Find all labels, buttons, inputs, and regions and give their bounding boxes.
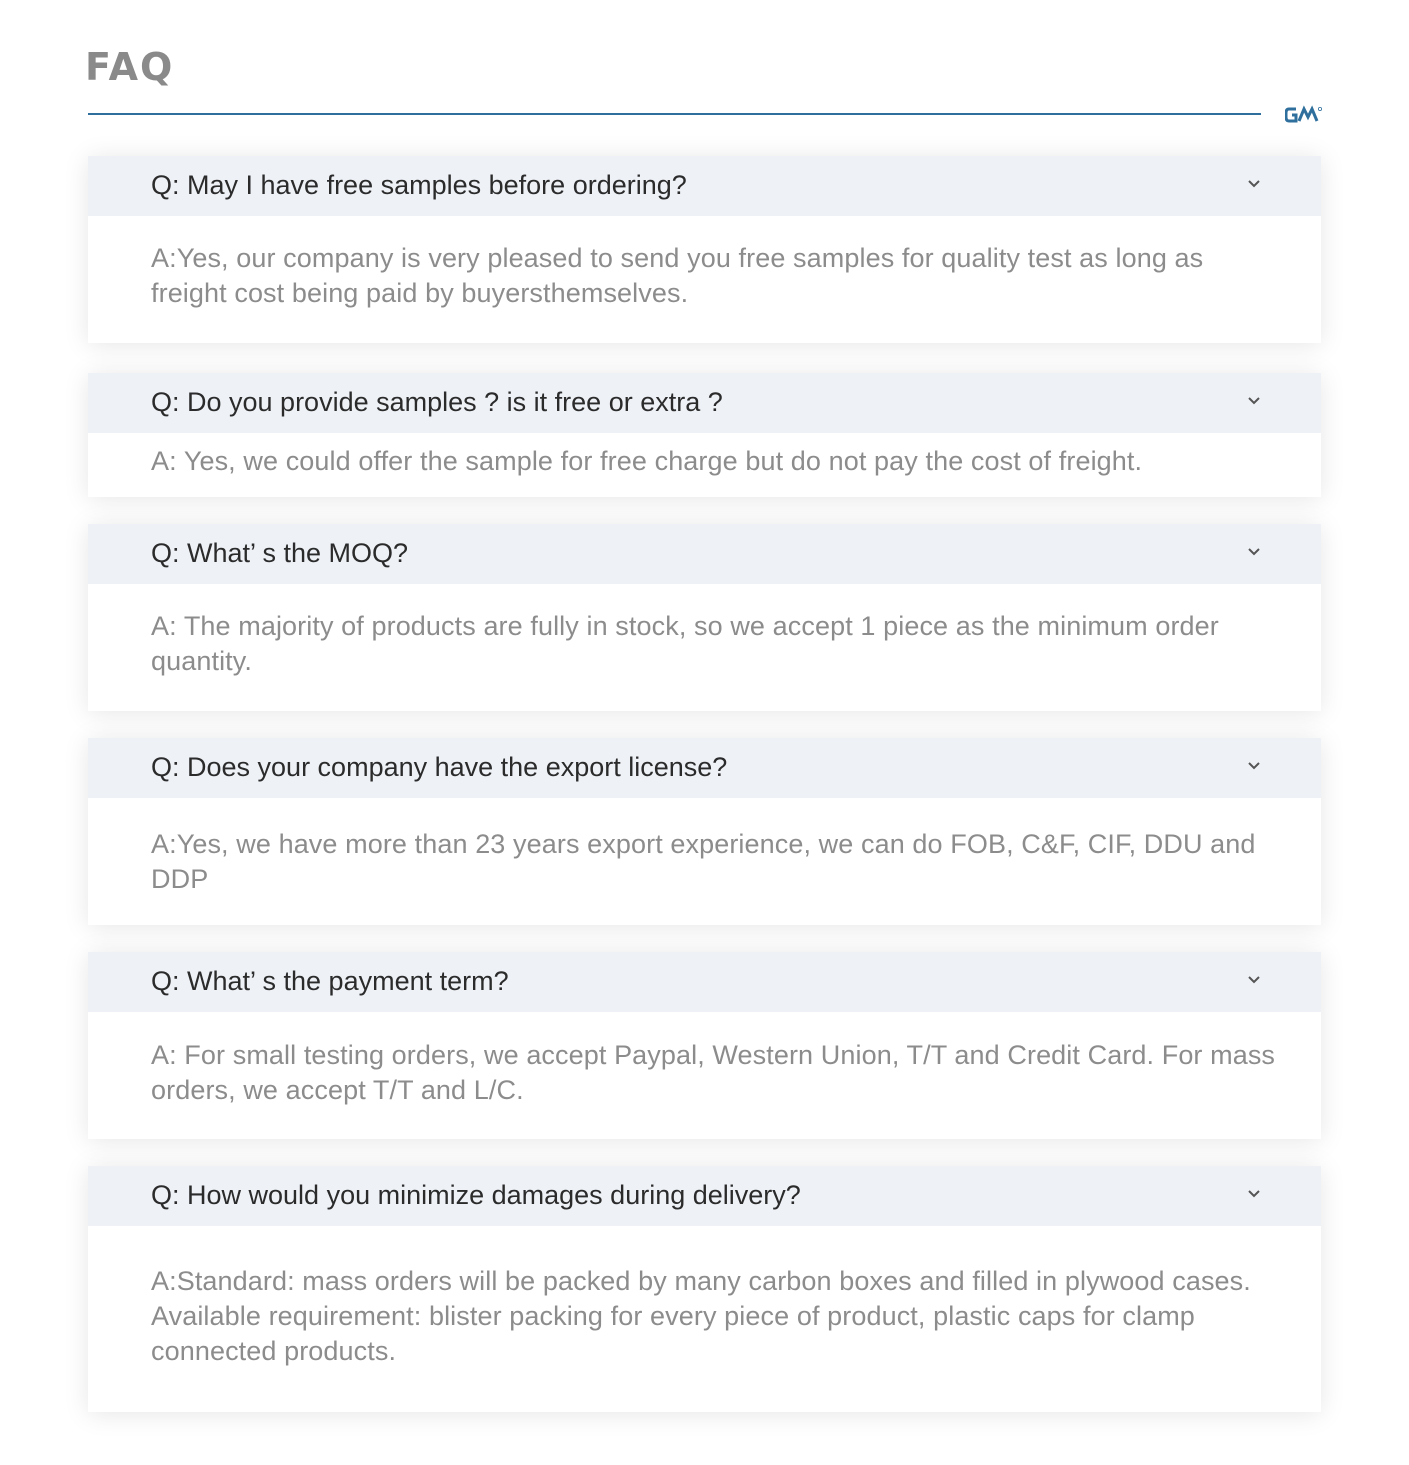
faq-question-header[interactable]	[88, 952, 1321, 1012]
faq-question-text: Q: What’ s the payment term?	[151, 966, 509, 996]
faq-answer-text: A: The majority of products are fully in stock, so we accept 1 piece as the minimum order quantity.	[151, 611, 1219, 676]
faq-question-text: Q: Do you provide samples ? is it free or extra ?	[151, 387, 723, 417]
faq-question-text: Q: Does your company have the export license?	[151, 752, 728, 782]
gm-logo-icon	[1285, 105, 1323, 125]
faq-item	[88, 1166, 1321, 1412]
faq-item	[88, 738, 1321, 925]
faq-answer	[88, 433, 1321, 479]
faq-question-header[interactable]	[88, 524, 1321, 584]
faq-question-header[interactable]	[88, 156, 1321, 216]
faq-answer-text: A:Yes, we have more than 23 years export experience, we can do FOB, C&F, CIF, DDU and DDP	[151, 829, 1256, 894]
title-divider	[88, 113, 1261, 115]
faq-question-header[interactable]	[88, 1166, 1321, 1226]
faq-item	[88, 952, 1321, 1139]
chevron-down-icon[interactable]	[1246, 974, 1262, 986]
faq-answer-text: A: For small testing orders, we accept Paypal, Western Union, T/T and Credit Card. For mass orders, we accept T/T and L/C.	[151, 1040, 1276, 1105]
faq-answer	[88, 798, 1321, 897]
chevron-down-icon[interactable]	[1246, 760, 1262, 772]
faq-question-text: Q: How would you minimize damages during delivery?	[151, 1180, 801, 1210]
chevron-down-icon[interactable]	[1246, 546, 1262, 558]
faq-answer-text: A: Yes, we could offer the sample for free charge but do not pay the cost of freight.	[151, 446, 1143, 476]
faq-answer	[88, 1226, 1321, 1369]
chevron-down-icon[interactable]	[1246, 395, 1262, 407]
faq-question-header[interactable]	[88, 738, 1321, 798]
faq-item	[88, 524, 1321, 711]
faq-question-header[interactable]	[88, 373, 1321, 433]
faq-question-text: Q: May I have free samples before ordering?	[151, 170, 687, 200]
faq-answer-text: A:Standard: mass orders will be packed by many carbon boxes and filled in plywood cases. Available requirement: blister packing for every piece of product, plastic caps for clamp connected products.	[151, 1266, 1251, 1366]
page-title: FAQ	[85, 45, 175, 89]
faq-answer	[88, 584, 1321, 679]
faq-item	[88, 373, 1321, 497]
chevron-down-icon[interactable]	[1246, 1188, 1262, 1200]
faq-answer	[88, 1012, 1321, 1108]
faq-question-text: Q: What’ s the MOQ?	[151, 538, 409, 568]
faq-item	[88, 156, 1321, 343]
chevron-down-icon[interactable]	[1246, 178, 1262, 190]
faq-answer-text: A:Yes, our company is very pleased to send you free samples for quality test as long as freight cost being paid by buyersthemselves.	[151, 243, 1204, 308]
faq-answer	[88, 216, 1321, 311]
